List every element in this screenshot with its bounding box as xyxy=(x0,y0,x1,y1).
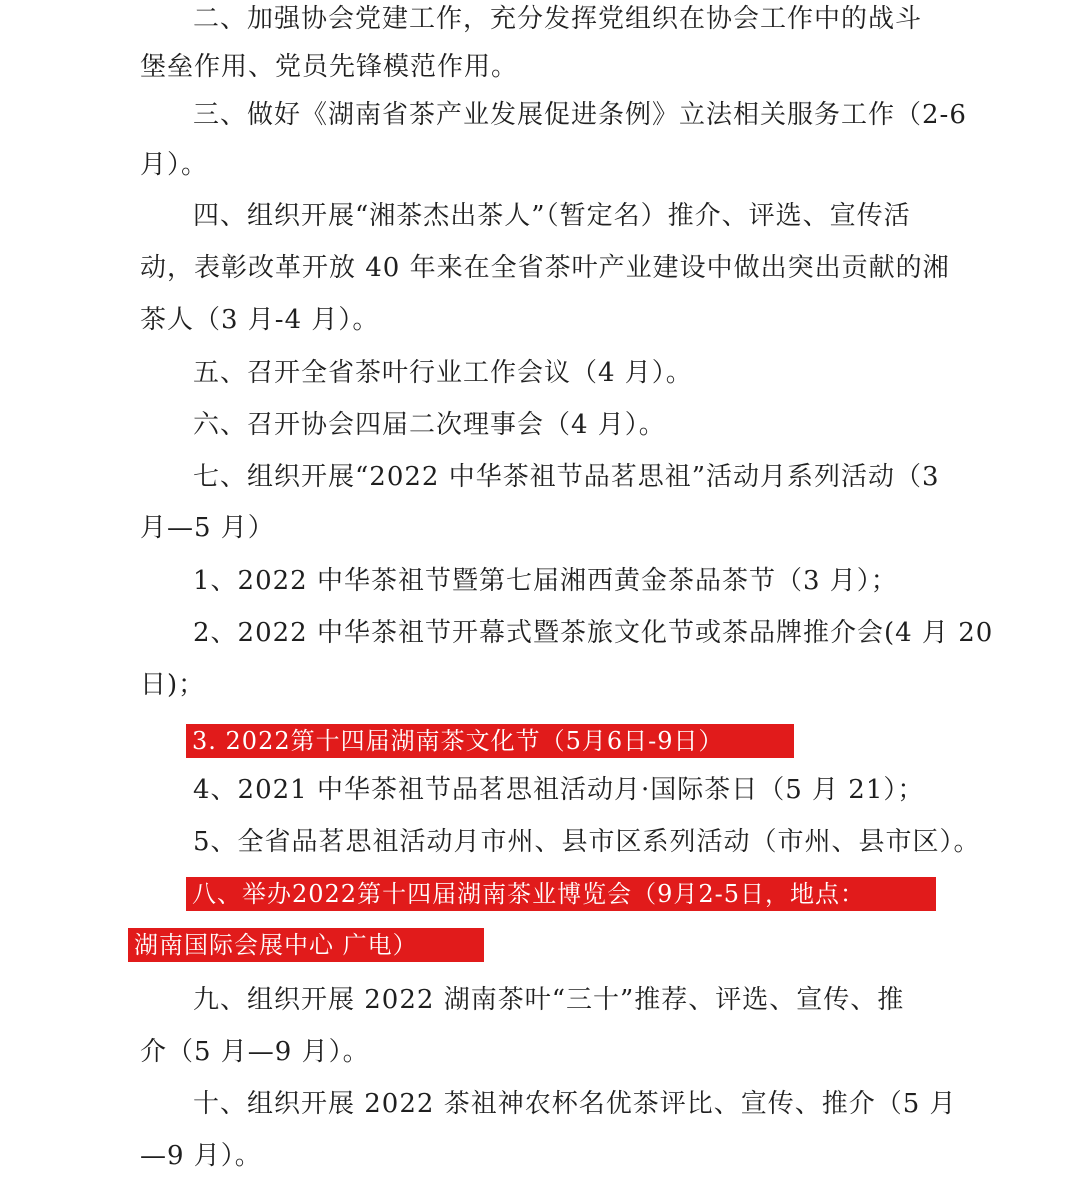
item-6: 六、召开协会四届二次理事会（4 月）。 xyxy=(193,410,666,440)
item-7-sub-1: 1、2022 中华茶祖节暨第七届湘西黄金茶品茶节（3 月）； xyxy=(193,566,898,596)
item-2-line-1: 二、加强协会党建工作，充分发挥党组织在协会工作中的战斗 xyxy=(193,4,923,34)
item-4-line-1: 四、组织开展“湘茶杰出茶人”（暂定名）推介、评选、宣传活 xyxy=(193,201,911,231)
item-7-line-2: 月—5 月） xyxy=(140,513,275,543)
item-3-line-2: 月）。 xyxy=(140,150,209,180)
item-9-line-1: 九、组织开展 2022 湖南茶叶“三十”推荐、评选、宣传、推 xyxy=(193,985,905,1015)
item-4-line-3: 茶人（3 月-4 月）。 xyxy=(140,305,380,335)
item-10-line-1: 十、组织开展 2022 茶祖神农杯名优茶评比、宣传、推介（5 月 xyxy=(193,1089,957,1119)
item-3-line-1: 三、做好《湖南省茶产业发展促进条例》立法相关服务工作（2-6 xyxy=(193,100,967,130)
item-7-sub-5: 5、全省品茗思祖活动月市州、县市区系列活动（市州、县市区）。 xyxy=(193,827,981,857)
item-2-line-2: 堡垒作用、党员先锋模范作用。 xyxy=(140,52,519,82)
item-7-sub-2-line-1: 2、2022 中华茶祖节开幕式暨茶旅文化节或茶品牌推介会(4 月 20 xyxy=(193,618,994,648)
item-7-sub-4: 4、2021 中华茶祖节品茗思祖活动月·国际茶日（5 月 21）； xyxy=(193,775,925,805)
item-4-line-2: 动，表彰改革开放 40 年来在全省茶叶产业建设中做出突出贡献的湘 xyxy=(140,253,950,283)
item-7-sub-2-line-2: 日)； xyxy=(140,670,206,700)
item-10-line-2: —9 月）。 xyxy=(140,1141,262,1171)
item-9-line-2: 介（5 月—9 月）。 xyxy=(140,1037,370,1067)
item-7-line-1: 七、组织开展“2022 中华茶祖节品茗思祖”活动月系列活动（3 xyxy=(193,462,940,492)
item-8-line-2-highlight: 湖南国际会展中心 广电） xyxy=(128,928,484,962)
item-5: 五、召开全省茶叶行业工作会议（4 月）。 xyxy=(193,358,693,388)
item-7-sub-3-highlight: 3. 2022第十四届湖南茶文化节（5月6日-9日） xyxy=(186,724,794,758)
item-8-line-1-highlight: 八、举办2022第十四届湖南茶业博览会（9月2-5日，地点： xyxy=(186,877,936,911)
